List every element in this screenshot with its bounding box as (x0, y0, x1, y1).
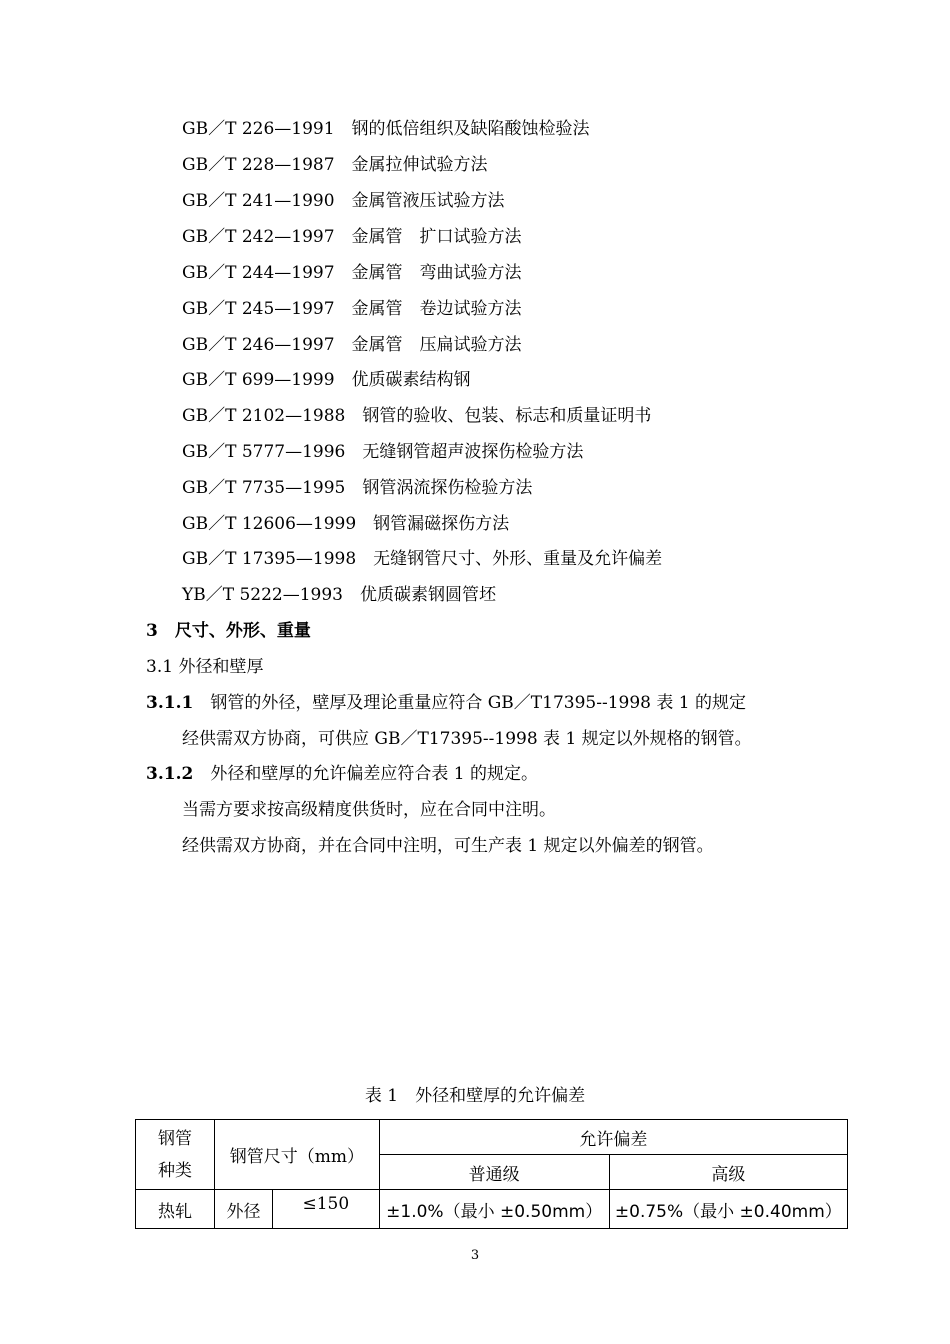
section-title: 尺寸、外形、重量 (174, 621, 311, 641)
standard-title: 无缝钢管超声波探伤检验方法 (362, 442, 584, 462)
page-number: 3 (470, 1248, 480, 1263)
standard-item (182, 226, 522, 248)
header-high: 高级 (609, 1155, 847, 1190)
standard-item (182, 441, 583, 463)
section-title: 外径和壁厚 (178, 657, 264, 677)
standard-code: GB／T 699—1999 (182, 370, 335, 390)
header-size: 钢管尺寸（mm） (215, 1120, 380, 1190)
standard-title: 金属管液压试验方法 (351, 191, 505, 211)
standard-title: 无缝钢管尺寸、外形、重量及允许偏差 (373, 549, 663, 569)
header-type-line-1: 钢管 (158, 1128, 192, 1149)
cell-type: 热轧 (136, 1190, 215, 1229)
standard-item (182, 154, 488, 176)
standard-code: GB／T 228—1987 (182, 155, 335, 175)
header-tolerance: 允许偏差 (379, 1120, 847, 1155)
standard-title: 钢管涡流探伤检验方法 (362, 478, 533, 498)
cell-range: ≤150 (273, 1190, 380, 1229)
header-type-line-2: 种类 (158, 1160, 192, 1181)
section-number: 3 (146, 621, 158, 641)
standard-item (182, 513, 509, 535)
standard-item (182, 369, 471, 391)
standard-item (182, 262, 522, 284)
standard-code: GB／T 5777—1996 (182, 442, 346, 462)
standard-code: GB／T 7735—1995 (182, 478, 346, 498)
standard-item (182, 584, 496, 606)
standard-code: YB／T 5222—1993 (182, 585, 343, 605)
header-normal: 普通级 (379, 1155, 609, 1190)
section-3-heading (146, 620, 311, 642)
clause-number: 3.1.1 (146, 693, 194, 713)
standard-title: 金属管 弯曲试验方法 (351, 263, 522, 283)
table-caption: 表 1 外径和壁厚的允许偏差 (364, 1086, 586, 1106)
clause-text: 外径和壁厚的允许偏差应符合表 1 的规定。 (210, 764, 538, 784)
standard-item (182, 477, 532, 499)
tolerance-table (135, 1119, 848, 1229)
clause-text: 钢管的外径，壁厚及理论重量应符合 GB／T17395--1998 表 1 的规定 (210, 693, 747, 713)
standard-item (182, 190, 505, 212)
section-3-1-heading (146, 656, 263, 678)
standard-title: 钢管的验收、包装、标志和质量证明书 (362, 406, 652, 426)
standard-title: 金属管 卷边试验方法 (351, 299, 522, 319)
standard-title: 优质碳素结构钢 (351, 370, 471, 390)
cell-high-tolerance: ±0.75%（最小 ±0.40mm） (609, 1190, 847, 1229)
clause-3-1-2-paragraph-2: 经供需双方协商，并在合同中注明，可生产表 1 规定以外偏差的钢管。 (182, 836, 714, 856)
standard-title: 钢的低倍组织及缺陷酸蚀检验法 (351, 119, 590, 139)
standard-code: GB／T 2102—1988 (182, 406, 346, 426)
clause-number: 3.1.2 (146, 764, 194, 784)
cell-normal-tolerance: ±1.0%（最小 ±0.50mm） (379, 1190, 609, 1229)
standard-item (182, 298, 522, 320)
cell-dimension: 外径 (215, 1190, 273, 1229)
standard-code: GB／T 241—1990 (182, 191, 335, 211)
clause-3-1-1-continuation: 经供需双方协商，可供应 GB／T17395--1998 表 1 规定以外规格的钢管。 (182, 729, 752, 749)
clause-3-1-1 (146, 692, 746, 714)
section-number: 3.1 (146, 657, 174, 677)
standard-code: GB／T 12606—1999 (182, 514, 357, 534)
standard-code: GB／T 17395—1998 (182, 549, 357, 569)
standard-item (182, 548, 662, 570)
standard-item (182, 334, 522, 356)
standard-code: GB／T 226—1991 (182, 119, 335, 139)
standard-item (182, 405, 651, 427)
standard-title: 金属管 扩口试验方法 (351, 227, 522, 247)
standard-title: 金属拉伸试验方法 (351, 155, 488, 175)
standard-item (182, 118, 590, 140)
standard-title: 优质碳素钢圆管坯 (360, 585, 496, 605)
clause-3-1-2 (146, 763, 538, 785)
standard-code: GB／T 246—1997 (182, 335, 335, 355)
standard-code: GB／T 244—1997 (182, 263, 335, 283)
standard-title: 金属管 压扁试验方法 (351, 335, 522, 355)
standard-code: GB／T 242—1997 (182, 227, 335, 247)
standard-code: GB／T 245—1997 (182, 299, 335, 319)
header-type (136, 1120, 215, 1190)
standard-title: 钢管漏磁探伤方法 (373, 514, 510, 534)
clause-3-1-2-paragraph-1: 当需方要求按高级精度供货时，应在合同中注明。 (182, 800, 556, 820)
